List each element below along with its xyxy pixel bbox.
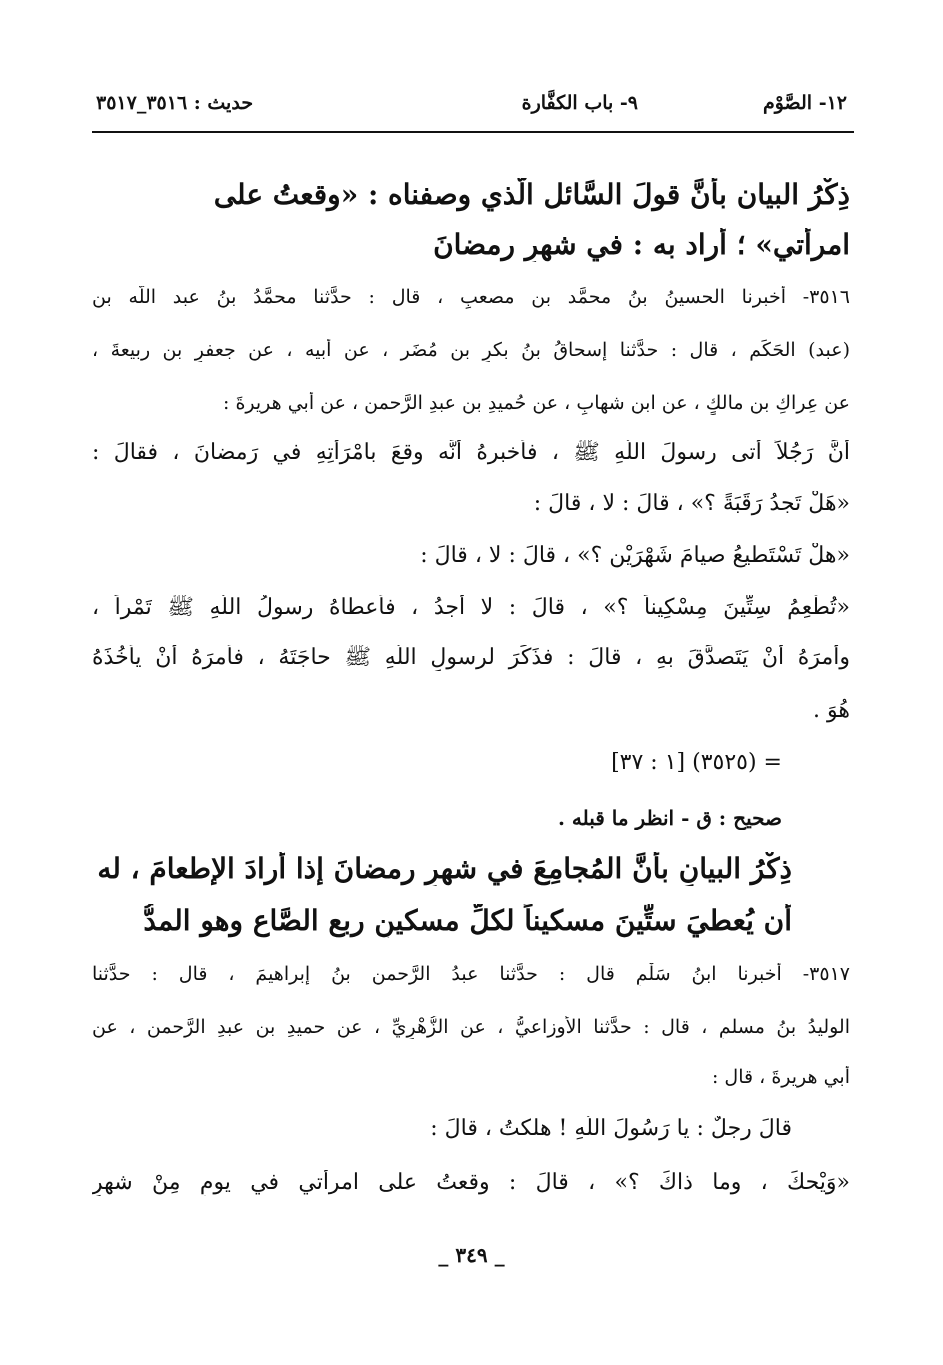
heading-line-3: ذِكْرُ البيانِ بأنَّ المُجامِعَ في شهرِ رمضانَ إذا أرادَ الإطعامَ ، له: [97, 852, 792, 885]
text-line: ٣٥١٧- أخبرنا ابنُ سَلْمٍ قال : حدَّثنا عبدُ الرَّحمنِ بنُ إبراهيمَ ، قال : حدَّثنا: [92, 963, 850, 985]
chapter-title: ١٢- الصَّوْم: [762, 92, 847, 114]
text-line: أنَّ رَجُلاً أتى رسولَ اللّهِ ﷺ ، فأخبرهُ أنَّه وقعَ بامْرَأتِهِ في رَمضانَ ، فقالَ :: [92, 440, 850, 465]
hadith-range: حديث : ٣٥١٦_٣٥١٧: [96, 92, 254, 114]
text-line: «وَيْحكَ ، وما ذاكَ ؟» ، قالَ : وقعتُ على امرأتي في يومٍ مِنْ شهرِ: [92, 1170, 850, 1195]
header-rule: [92, 131, 854, 133]
text-line: قالَ رجلٌ : يا رَسُولَ اللّهِ ! هلكتُ ، قالَ :: [430, 1116, 792, 1141]
grading-note: صحيح : ق - انظر ما قبله .: [557, 806, 782, 830]
text-line: وأمرَهُ أَنْ يَتَصدَّقَ بهِ ، قالَ : فذَكَرَ لرسولِ اللّهِ ﷺ حاجَتَهُ ، فأمرَهُ أَنْ يأْخُذَهُ: [92, 645, 850, 670]
heading-line-2: امرأتي» ؛ أراد به : في شهرِ رمضانَ: [433, 228, 850, 261]
text-line: «تُطْعِمُ سِتِّينَ مِسْكِيناً ؟» ، قالَ : لا أجدُ ، فأعطاهُ رسولُ اللّهِ ﷺ تَمْراً ،: [92, 595, 850, 620]
text-line: الوليدُ بنُ مسلمٍ ، قال : حدَّثنا الأوزاعيُّ ، عنِ الزُّهْرِيِّ ، عن حميدِ بن عبدِ الرَّحمنِ ، عن: [92, 1016, 850, 1038]
cross-reference: = (٣٥٢٥) [١ : ٣٧]: [611, 750, 782, 775]
text-line: (عبد) الحَكَمِ ، قال : حدَّثنا إسحاقُ بنُ بكرِ بن مُضَر ، عن أبيه ، عن جعفرِ بنِ ربيعةَ ،: [92, 339, 850, 361]
heading-line-1: ذِكْرُ البيان بأنَّ قولَ السَّائل الَّذي وصفناه : «وقعتُ على: [213, 178, 850, 211]
text-line: هُوَ .: [813, 698, 850, 723]
text-line: ٣٥١٦- أخبرنا الحسينُ بنُ محمَّد بنِ مصعبٍ ، قال : حدَّثنا محمَّدُ بنُ عبد اللّه بنِ: [92, 286, 850, 308]
text-line: أبي هريرةَ ، قال :: [711, 1066, 850, 1088]
heading-line-4: أن يُعطيَ ستِّينَ مسكيناً لكلِّ مسكينٍ ربع الصَّاع وهو المدُّ: [143, 904, 792, 937]
text-line: عن عِراكِ بنِ مالكٍ ، عن ابنِ شهابٍ ، عن حُميدِ بنِ عبدِ الرَّحمن ، عن أبي هريرةَ :: [223, 392, 850, 414]
section-title: ٩- باب الكفَّارة: [521, 92, 638, 114]
page-number: _ ٣٤٩ _: [438, 1243, 505, 1267]
text-line: «هلْ تَسْتَطيعُ صيامَ شَهْرَيْنِ ؟» ، قالَ : لا ، قالَ :: [420, 543, 850, 568]
text-line: «هَلْ تَجدُ رَقَبَةً ؟» ، قالَ : لا ، قالَ :: [533, 491, 850, 516]
